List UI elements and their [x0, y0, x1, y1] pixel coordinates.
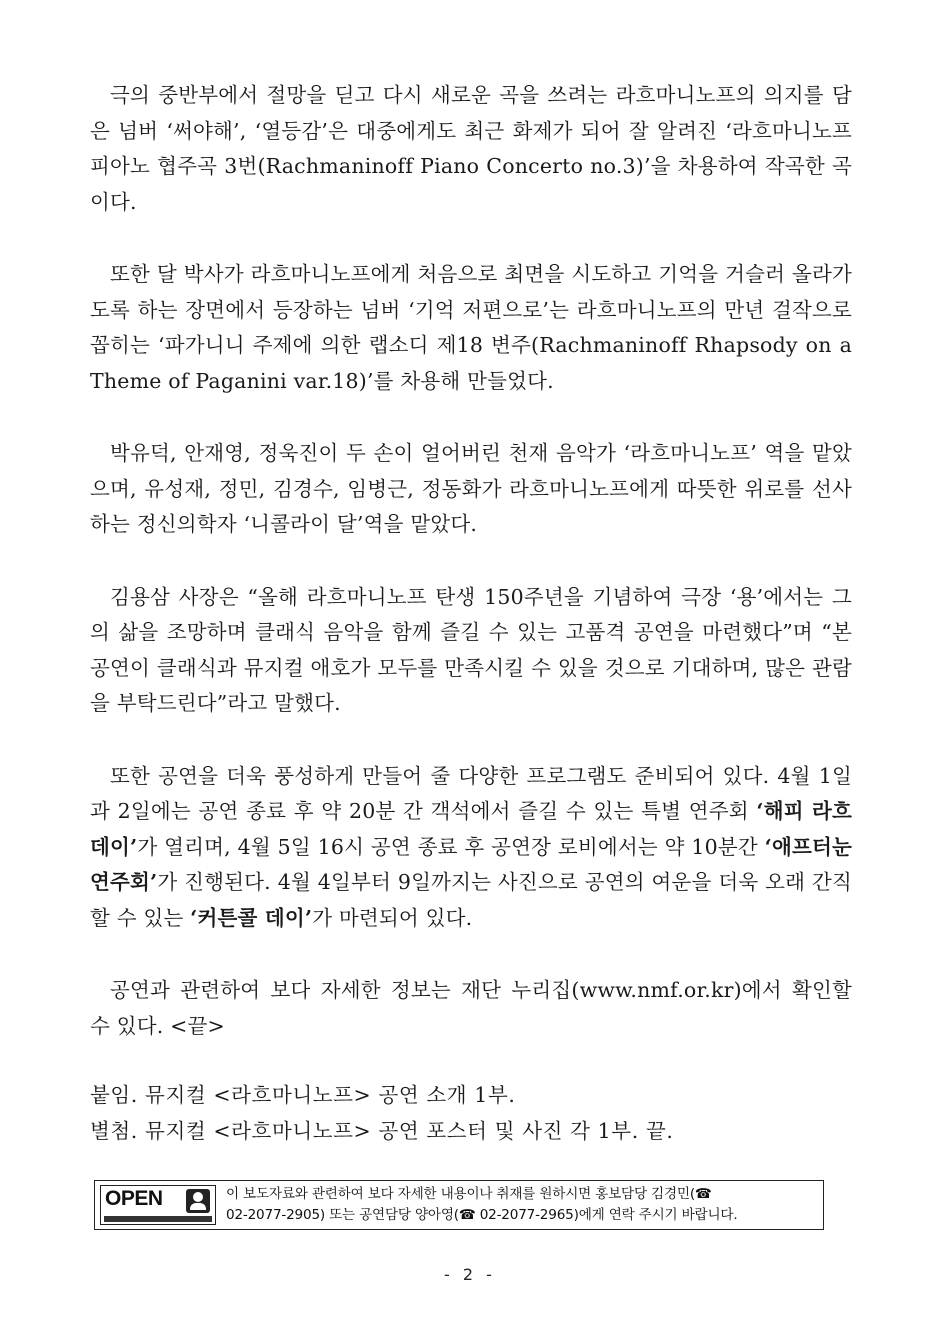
paragraph-paganini	[90, 257, 852, 399]
attachment-line: 붙임. 뮤지컬 <라흐마니노프> 공연 소개 1부.	[90, 1083, 516, 1107]
attachment-line: 별첨. 뮤지컬 <라흐마니노프> 공연 포스터 및 사진 각 1부. 끝.	[90, 1118, 674, 1143]
paragraph-text: 극의 중반부에서 절망을 딛고 다시 새로운 곡을 쓰려는 라흐마니노프의 의지를 담은 넘버 ‘써야해’, ‘열등감’은 대중에게도 최근 화제가 되어 잘 알려진 ‘라흐마니노프 피아노 협주곡 3번(Rachmaninoff Piano Concerto no.3)’을 차용하여 작곡한 곡이다.	[90, 83, 852, 214]
page-number: - 2 -	[444, 1265, 496, 1284]
paragraph-more-info	[90, 973, 852, 1044]
paragraph-ceo-quote	[90, 580, 852, 722]
event-name-happy-rachday: ‘해피 라흐데이’	[90, 799, 852, 859]
paragraph-text: 김용삼 사장은 “올해 라흐마니노프 탄생 150주년을 기념하여 극장 ‘용’에서는 그의 삶을 조망하며 클래식 음악을 함께 즐길 수 있는 고품격 공연을 마련했다”며 “본 공연이 클래식과 뮤지컬 애호가 모두를 만족시킬 수 있을 것으로 기대하며, 많은 관람을 부탁드린다”라고 말했다.	[90, 584, 852, 715]
paragraph-cast	[90, 436, 852, 543]
paragraph-text: 가 마련되어 있다.	[312, 905, 473, 930]
paragraph-text: 가 진행된다. 4월 4일부터 9일까지는 사진으로 공연의 여운을 더욱 오래 간직할 수 있는	[90, 870, 852, 930]
paragraph-text: 또한 달 박사가 라흐마니노프에게 처음으로 최면을 시도하고 기억을 거슬러 올라가도록 하는 장면에서 등장하는 넘버 ‘기억 저편으로’는 라흐마니노프의 만년 걸작으로 꼽히는 ‘파가니니 주제에 의한 랩소디 제18 변주(Rachmaninoff Rhapsody on a Theme of Paganini var.18)’를 차용해 만들었다.	[90, 262, 852, 393]
document-body	[90, 78, 852, 1149]
notice-line: 02-2077-2905) 또는 공연담당 양아영(☎ 02-2077-2965)에게 연락 주시기 바랍니다.	[226, 1207, 738, 1223]
paragraph-text: 가 열리며, 4월 5일 16시 공연 종료 후 공연장 로비에서는 약 10분간	[137, 834, 765, 859]
event-name-afternoon-concert: ‘애프터눈 연주회’	[90, 834, 852, 894]
attachments	[90, 1078, 852, 1149]
paragraph-text: 또한 공연을 더욱 풍성하게 만들어 줄 다양한 프로그램도 준비되어 있다. 4월 1일과 2일에는 공연 종료 후 약 20분 간 객석에서 즐길 수 있는 특별 연주회	[90, 763, 852, 823]
person-icon	[186, 1189, 210, 1213]
paragraph-concerto-3	[90, 78, 852, 220]
paragraph-programs	[90, 759, 852, 937]
logo-strip	[104, 1216, 212, 1222]
open-license-logo	[100, 1185, 216, 1225]
event-name-curtain-call-day: ‘커튼콜 데이’	[190, 905, 313, 930]
paragraph-text: 박유덕, 안재영, 정욱진이 두 손이 얼어버린 천재 음악가 ‘라흐마니노프’ 역을 맡았으며, 유성재, 정민, 김경수, 임병근, 정동화가 라흐마니노프에게 따뜻한 위로를 선사하는 정신의학자 ‘니콜라이 달’역을 맡았다.	[90, 441, 852, 536]
notice-line: 이 보도자료와 관련하여 보다 자세한 내용이나 취재를 원하시면 홍보담당 김경민(☎	[226, 1186, 712, 1202]
contact-notice-text	[226, 1184, 737, 1226]
contact-notice-box	[94, 1180, 824, 1230]
open-logo-text: OPEN	[105, 1187, 163, 1210]
paragraph-text: 공연과 관련하여 보다 자세한 정보는 재단 누리집(www.nmf.or.kr)에서 확인할 수 있다. <끝>	[90, 978, 852, 1038]
